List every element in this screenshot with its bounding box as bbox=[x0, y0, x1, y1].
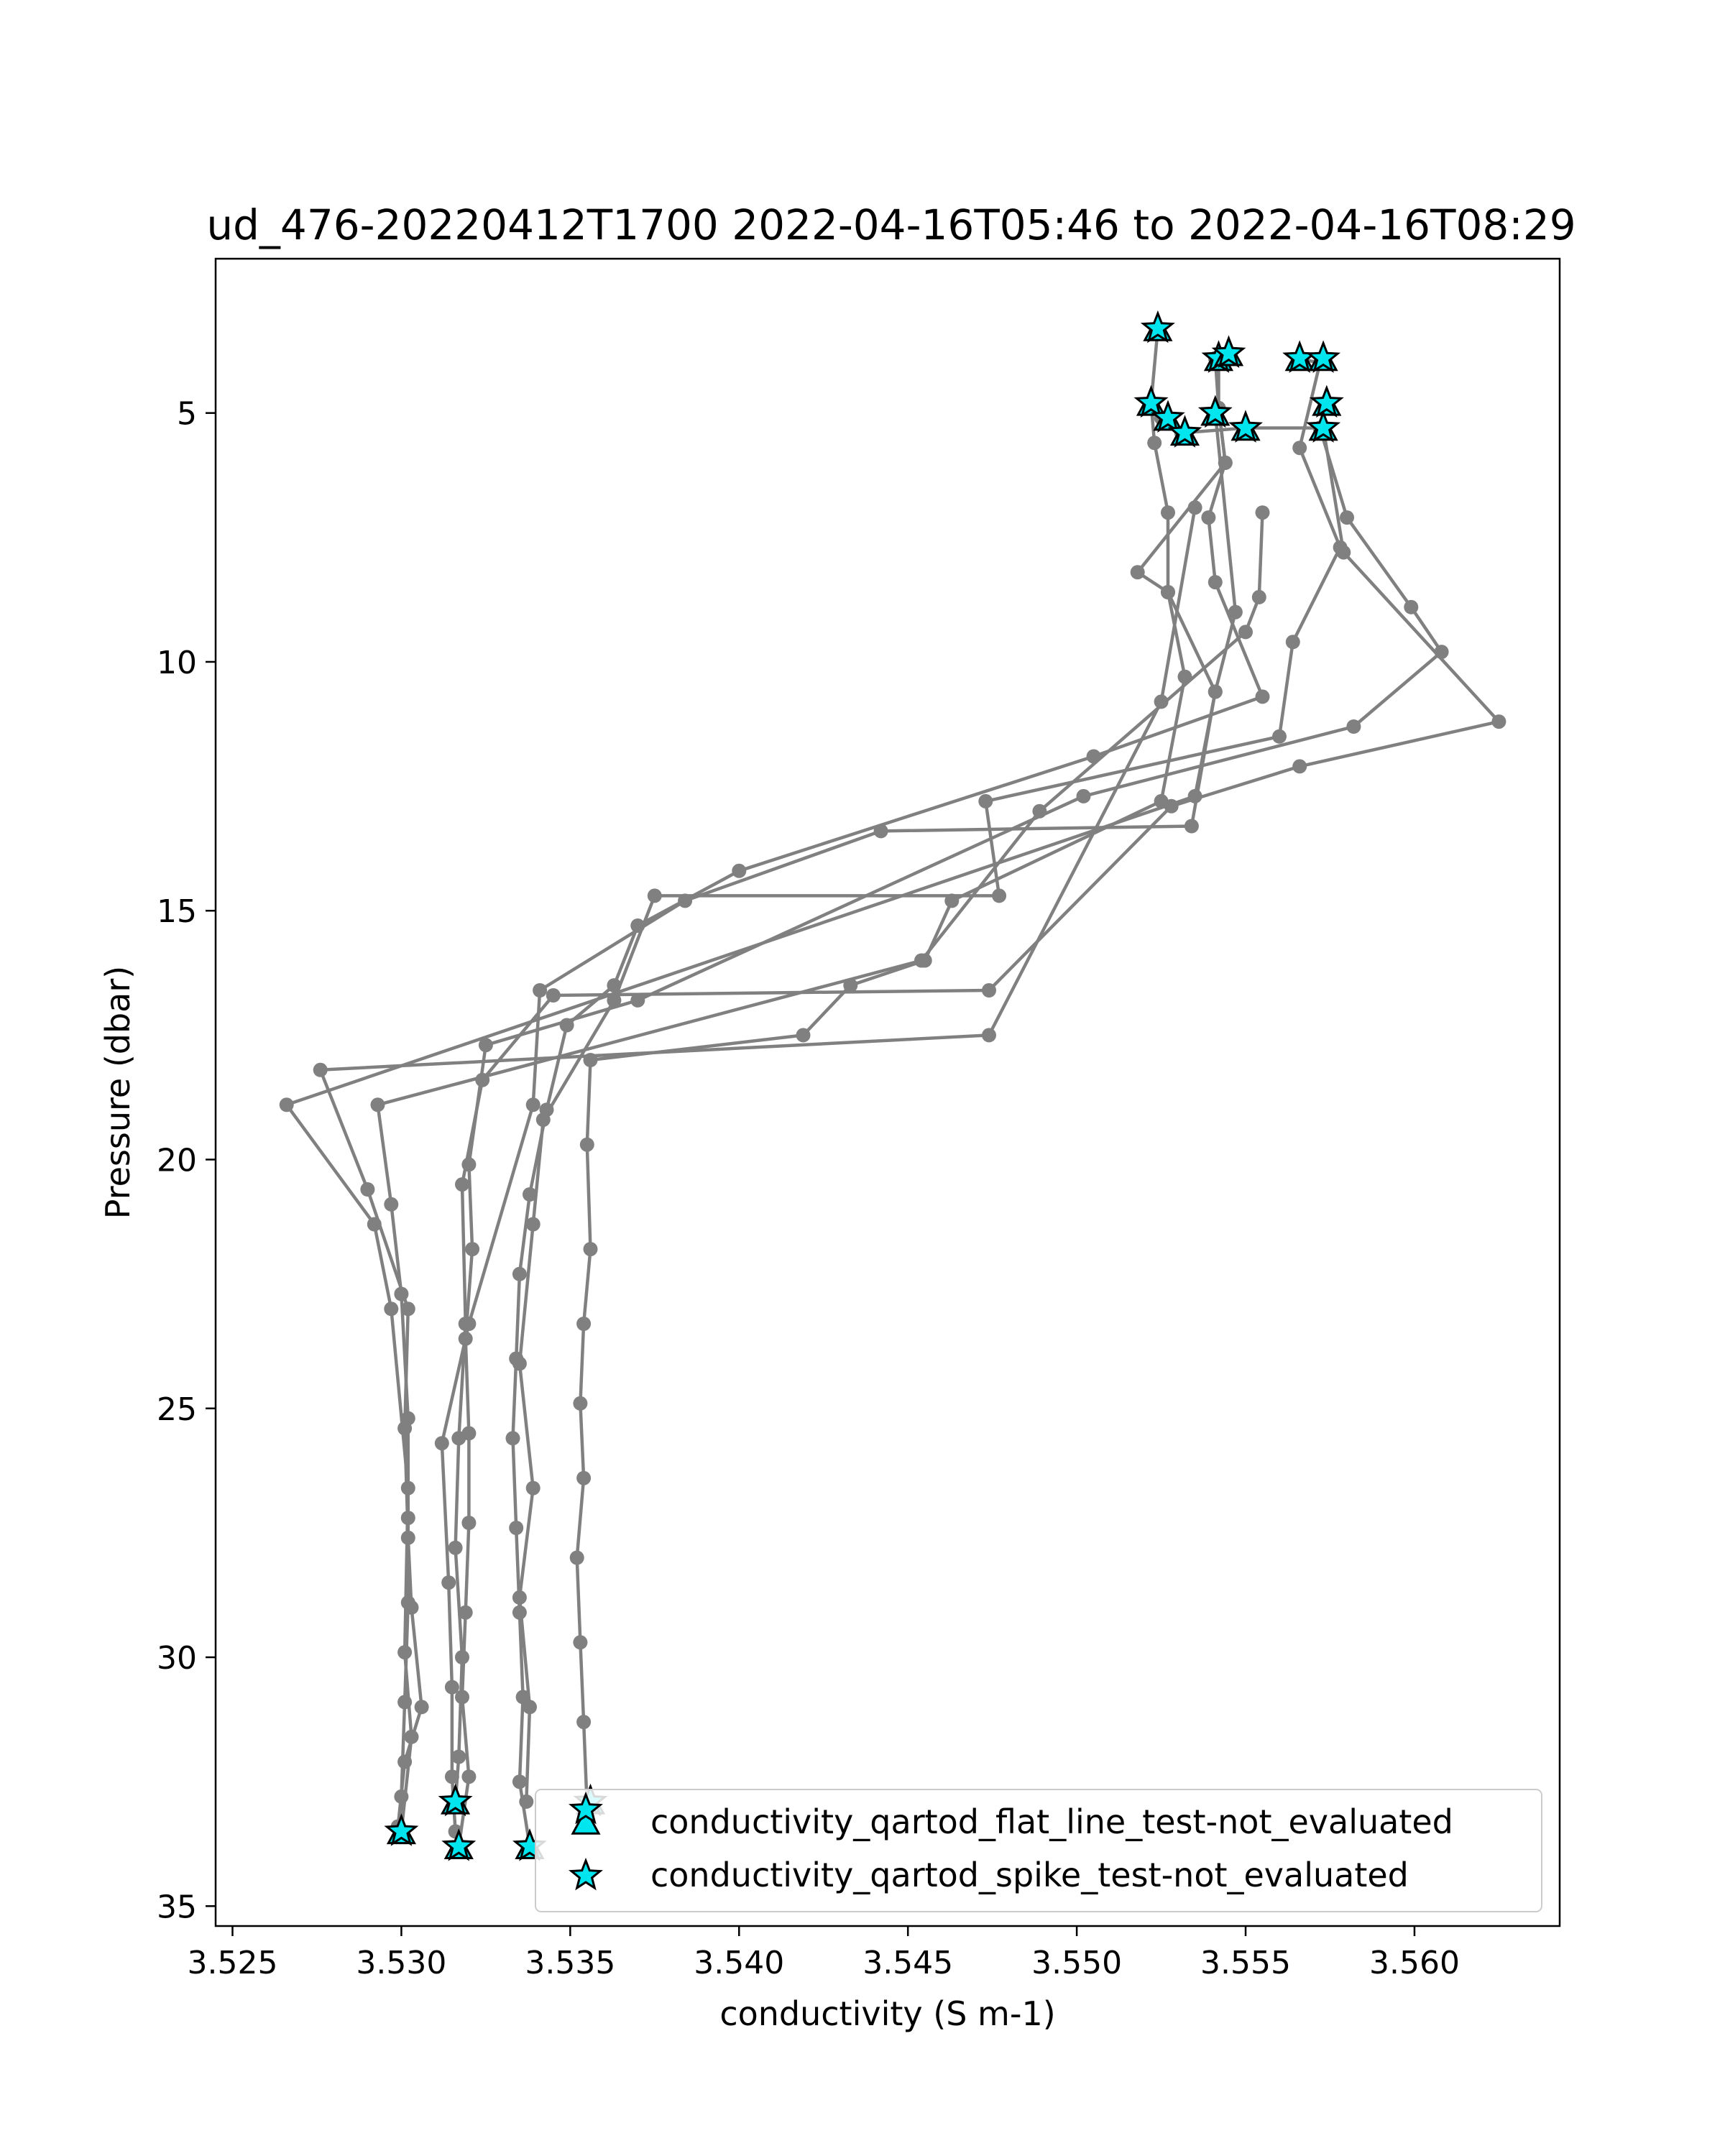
profile-point bbox=[526, 1217, 540, 1232]
profile-point bbox=[512, 1590, 527, 1605]
profile-point bbox=[435, 1436, 449, 1450]
y-tick-label: 35 bbox=[157, 1889, 197, 1926]
x-axis-label: conductivity (S m-1) bbox=[719, 1994, 1056, 2033]
profile-point bbox=[1346, 719, 1361, 734]
profile-point bbox=[512, 1267, 527, 1281]
profile-point bbox=[461, 1516, 476, 1530]
profile-point bbox=[1252, 590, 1266, 604]
profile-point bbox=[397, 1645, 412, 1659]
profile-point bbox=[401, 1481, 415, 1496]
profile-point bbox=[1201, 510, 1215, 525]
x-tick-label: 3.525 bbox=[187, 1945, 278, 1981]
profile-point bbox=[533, 983, 547, 998]
profile-point bbox=[732, 864, 746, 878]
profile-point bbox=[445, 1769, 459, 1784]
profile-point bbox=[1340, 510, 1354, 525]
profile-point bbox=[455, 1650, 469, 1664]
y-tick-label: 20 bbox=[157, 1142, 197, 1179]
profile-point bbox=[1272, 729, 1287, 744]
profile-point bbox=[573, 1396, 587, 1411]
profile-point bbox=[451, 1750, 466, 1764]
profile-point bbox=[523, 1700, 537, 1714]
profile-point bbox=[1131, 565, 1145, 579]
profile-point bbox=[512, 1774, 527, 1789]
profile-point bbox=[367, 1217, 382, 1232]
profile-point bbox=[401, 1302, 415, 1316]
profile-point bbox=[1077, 789, 1091, 803]
profile-point bbox=[451, 1431, 466, 1445]
profile-point bbox=[576, 1471, 591, 1485]
profile-point bbox=[1218, 456, 1233, 470]
y-tick-label: 25 bbox=[157, 1391, 197, 1428]
profile-point bbox=[1336, 545, 1351, 560]
legend bbox=[535, 1789, 1542, 1912]
profile-point bbox=[1154, 694, 1169, 709]
x-tick-label: 3.550 bbox=[1031, 1945, 1123, 1981]
profile-point bbox=[1228, 605, 1243, 619]
profile-point bbox=[448, 1541, 463, 1555]
profile-point bbox=[360, 1182, 374, 1197]
profile-point bbox=[1256, 689, 1270, 704]
profile-point bbox=[455, 1177, 469, 1192]
profile-point bbox=[1404, 600, 1418, 614]
profile-point bbox=[371, 1097, 385, 1112]
x-tick-label: 3.530 bbox=[356, 1945, 447, 1981]
profile-point bbox=[982, 983, 996, 998]
profile-point bbox=[1032, 804, 1046, 819]
profile-point bbox=[384, 1302, 398, 1316]
profile-point bbox=[465, 1242, 479, 1256]
y-axis-label: Pressure (dbar) bbox=[98, 965, 137, 1220]
profile-point bbox=[461, 1769, 476, 1784]
profile-point bbox=[1188, 789, 1202, 803]
x-tick-label: 3.535 bbox=[525, 1945, 616, 1981]
profile-point bbox=[441, 1575, 456, 1590]
x-tick-label: 3.555 bbox=[1200, 1945, 1292, 1981]
profile-point bbox=[461, 1317, 476, 1331]
profile-point bbox=[648, 888, 662, 903]
y-tick-label: 15 bbox=[157, 893, 197, 931]
chart-title: ud_476-20220412T1700 2022-04-16T05:46 to 2022-04-16T08:29 bbox=[206, 201, 1576, 249]
profile-point bbox=[1491, 714, 1506, 729]
profile-point bbox=[512, 1356, 527, 1370]
profile-point bbox=[509, 1521, 523, 1535]
y-tick-label: 5 bbox=[177, 395, 197, 433]
profile-point bbox=[992, 888, 1006, 903]
profile-point bbox=[1208, 575, 1223, 589]
y-tick-label: 10 bbox=[157, 644, 197, 681]
legend-label-flat-line: conductivity_qartod_flat_line_test-not_evaluated bbox=[650, 1802, 1453, 1841]
legend-label-spike: conductivity_qartod_spike_test-not_evaluated bbox=[650, 1856, 1409, 1894]
profile-point bbox=[678, 893, 692, 908]
profile-point bbox=[1147, 436, 1162, 450]
profile-point bbox=[1286, 635, 1300, 649]
profile-point bbox=[1161, 505, 1175, 520]
profile-point bbox=[405, 1730, 419, 1744]
profile-point bbox=[796, 1028, 811, 1042]
profile-point bbox=[1161, 585, 1175, 599]
profile-point bbox=[580, 1138, 594, 1152]
profile-point bbox=[1292, 759, 1307, 773]
profile-point bbox=[526, 1097, 540, 1112]
profile-point bbox=[397, 1422, 412, 1436]
profile-point bbox=[546, 988, 561, 1003]
profile-point bbox=[874, 824, 888, 838]
profile-point bbox=[584, 1242, 598, 1256]
profile-point bbox=[1208, 685, 1223, 699]
profile-point bbox=[576, 1715, 591, 1729]
profile-point bbox=[445, 1680, 459, 1695]
profile-point bbox=[280, 1097, 294, 1112]
profile-point bbox=[384, 1197, 398, 1212]
profile-point bbox=[506, 1431, 520, 1445]
x-tick-label: 3.560 bbox=[1368, 1945, 1460, 1981]
profile-point bbox=[313, 1063, 328, 1077]
x-tick-label: 3.540 bbox=[694, 1945, 785, 1981]
profile-point bbox=[1292, 441, 1307, 455]
profile-point bbox=[526, 1481, 540, 1496]
x-tick-label: 3.545 bbox=[862, 1945, 954, 1981]
profile-point bbox=[982, 1028, 996, 1042]
profile-point bbox=[914, 954, 929, 968]
profile-point bbox=[415, 1700, 429, 1714]
profile-point bbox=[1238, 625, 1253, 639]
profile-point bbox=[1256, 505, 1270, 520]
profile-point bbox=[519, 1795, 533, 1809]
profile-point bbox=[1184, 819, 1199, 834]
profile-point bbox=[570, 1551, 584, 1565]
profile-point bbox=[576, 1317, 591, 1331]
profile-point bbox=[536, 1112, 551, 1127]
y-tick-label: 30 bbox=[157, 1640, 197, 1677]
profile-point bbox=[978, 794, 993, 808]
profile-point bbox=[573, 1635, 587, 1649]
